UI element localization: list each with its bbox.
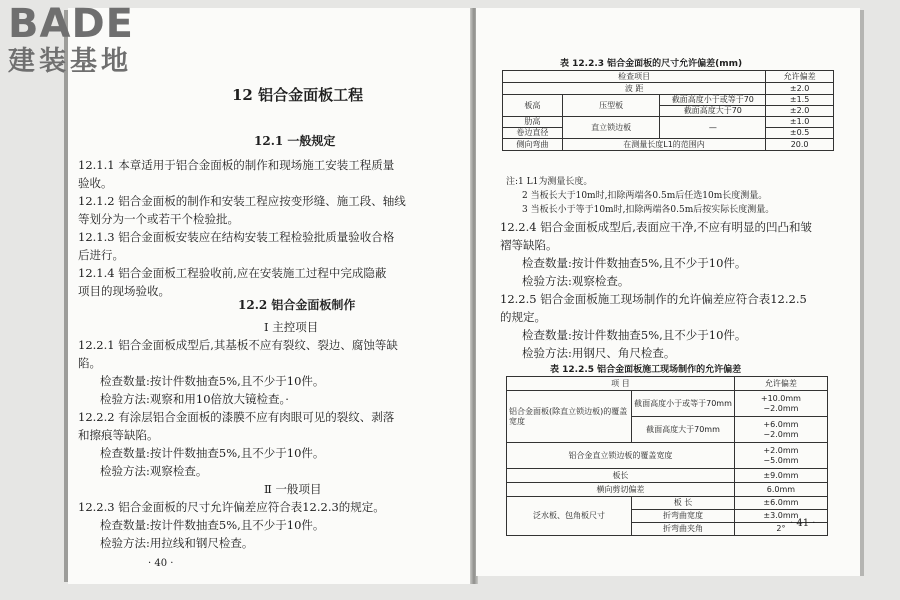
table-cell: 折弯曲夹角 <box>632 523 735 536</box>
clause-12-2-1: 12.2.1 铝合金面板成型后,其基板不应有裂纹、裂边、腐蚀等缺 <box>78 338 398 352</box>
inspection-quantity-2: 检查数量:按计件数抽查5%,且不少于10件。 <box>100 446 325 460</box>
inspection-method-5: 检验方法:用钢尺、角尺检查。 <box>522 346 676 360</box>
left-page <box>68 8 474 584</box>
table-cell: 铝合金面板(除直立锁边板)的覆盖宽度 <box>507 391 632 443</box>
table-cell: 铝合金直立锁边板的覆盖宽度 <box>507 443 735 469</box>
table-cell: 横向剪切偏差 <box>507 483 735 497</box>
table-cell: 2° <box>734 523 827 536</box>
table-12-2-3-caption: 表 12.2.3 铝合金面板的尺寸允许偏差(mm) <box>560 59 743 69</box>
table-cell: 截面高度小于或等于70mm <box>632 391 735 417</box>
table-cell: 6.0mm <box>734 483 827 497</box>
logo-brand-text: BADE <box>8 1 134 47</box>
subheading-main-items: Ⅰ 主控项目 <box>264 320 319 334</box>
tolerance-value: −5.0mm <box>763 455 799 465</box>
inspection-quantity-1: 检查数量:按计件数抽查5%,且不少于10件。 <box>100 374 325 388</box>
clause-12-2-5-cont: 的规定。 <box>500 310 546 324</box>
inspection-method-3: 检验方法:用拉线和钢尺检查。 <box>100 536 254 550</box>
clause-12-1-1-cont: 验收。 <box>78 176 113 190</box>
table-cell: 板 长 <box>632 497 735 510</box>
table-cell: 侧向弯曲 <box>503 139 563 151</box>
table-12-2-5 <box>506 376 828 536</box>
clause-12-2-4: 12.2.4 铝合金面板成型后,表面应干净,不应有明显的凹凸和皱 <box>500 220 813 234</box>
clause-12-1-3-cont: 后进行。 <box>78 248 124 262</box>
inspection-quantity-4: 检查数量:按计件数抽查5%,且不少于10件。 <box>522 256 747 270</box>
table-cell: 在测量长度L1的范围内 <box>562 139 765 151</box>
table-cell: 泛水板、包角板尺寸 <box>507 497 632 536</box>
table-cell: ±9.0mm <box>734 469 827 483</box>
table-cell: 截面高度小于或等于70 <box>660 95 766 106</box>
table-cell: ±1.0 <box>766 117 834 128</box>
table-cell: 板长 <box>507 469 735 483</box>
tolerance-value: +6.0mm <box>763 419 799 429</box>
clause-12-1-4-cont: 项目的现场验收。 <box>78 284 170 298</box>
table-cell: ±2.0 <box>766 106 834 117</box>
table-12-2-5-caption: 表 12.2.5 铝合金面板施工现场制作的允许偏差 <box>550 365 742 375</box>
table-cell <box>734 443 827 469</box>
table-cell: 卷边直径 <box>503 128 563 139</box>
table-cell <box>734 417 827 443</box>
clause-12-1-2-cont: 等划分为一个或若干个检验批。 <box>78 212 239 226</box>
inspection-method-2: 检验方法:观察检查。 <box>100 464 208 478</box>
clause-12-2-4-cont: 褶等缺陷。 <box>500 238 558 252</box>
page-number-right: · 41 · <box>790 518 816 529</box>
table-cell: 直立锁边板 <box>562 117 660 139</box>
subheading-general-items: Ⅱ 一般项目 <box>264 482 322 496</box>
table-cell: 波 距 <box>503 83 766 95</box>
table-note-3: 3 当板长小于等于10m时,扣除两端各0.5m后按实际长度测量。 <box>522 205 775 215</box>
clause-12-2-3: 12.2.3 铝合金面板的尺寸允许偏差应符合表12.2.3的规定。 <box>78 500 385 514</box>
table-note-1: 注:1 L1为测量长度。 <box>506 177 593 187</box>
tolerance-value: +10.0mm <box>760 393 801 403</box>
table-cell: 截面高度大于70mm <box>632 417 735 443</box>
clause-12-1-3: 12.1.3 铝合金面板安装应在结构安装工程检验批质量验收合格 <box>78 230 395 244</box>
tolerance-value: +2.0mm <box>763 445 799 455</box>
inspection-method-4: 检验方法:观察检查。 <box>522 274 630 288</box>
table-header-tolerance: 允许偏差 <box>734 377 827 391</box>
table-header-item: 项 目 <box>507 377 735 391</box>
logo-sub-text: 建装基地 <box>8 46 132 77</box>
inspection-quantity-3: 检查数量:按计件数抽查5%,且不少于10件。 <box>100 518 325 532</box>
table-cell: 压型板 <box>562 95 660 117</box>
table-cell <box>734 391 827 417</box>
clause-12-1-1: 12.1.1 本章适用于铝合金面板的制作和现场施工安装工程质量 <box>78 158 395 172</box>
table-cell: 肋高 <box>503 117 563 128</box>
table-cell: 截面高度大于70 <box>660 106 766 117</box>
clause-12-2-2: 12.2.2 有涂层铝合金面板的漆膜不应有肉眼可见的裂纹、剥落 <box>78 410 395 424</box>
table-cell: ±1.5 <box>766 95 834 106</box>
table-cell: 板高 <box>503 95 563 117</box>
tolerance-value: −2.0mm <box>763 429 799 439</box>
right-page <box>476 8 860 576</box>
table-cell: ±0.5 <box>766 128 834 139</box>
page-number-left: · 40 · <box>148 558 174 569</box>
table-cell: 折弯曲宽度 <box>632 510 735 523</box>
clause-12-2-5: 12.2.5 铝合金面板施工现场制作的允许偏差应符合表12.2.5 <box>500 292 807 306</box>
table-cell: ±3.0mm <box>734 510 827 523</box>
table-header-item: 检查项目 <box>503 71 766 83</box>
table-header-tolerance: 允许偏差 <box>766 71 834 83</box>
table-cell: 20.0 <box>766 139 834 151</box>
tolerance-value: −2.0mm <box>763 403 799 413</box>
table-12-2-3 <box>502 70 834 151</box>
clause-12-1-4: 12.1.4 铝合金面板工程验收前,应在安装施工过程中完成隐蔽 <box>78 266 387 280</box>
table-note-2: 2 当板长大于10m时,扣除两端各0.5m后任选10m长度测量。 <box>522 191 768 201</box>
clause-12-2-1-cont: 陷。 <box>78 356 101 370</box>
table-cell: — <box>660 117 766 139</box>
clause-12-2-2-cont: 和擦痕等缺陷。 <box>78 428 159 442</box>
inspection-quantity-5: 检查数量:按计件数抽查5%,且不少于10件。 <box>522 328 747 342</box>
table-cell: ±6.0mm <box>734 497 827 510</box>
clause-12-1-2: 12.1.2 铝合金面板的制作和安装工程应按变形缝、施工段、轴线 <box>78 194 406 208</box>
table-cell: ±2.0 <box>766 83 834 95</box>
book-edge-right <box>860 10 864 576</box>
inspection-method-1: 检验方法:观察和用10倍放大镜检查。· <box>100 392 289 406</box>
chapter-title: 12 铝合金面板工程 <box>232 86 364 104</box>
section-heading-12-2: 12.2 铝合金面板制作 <box>238 298 356 312</box>
bade-logo <box>0 0 180 82</box>
section-heading-12-1: 12.1 一般规定 <box>254 134 336 148</box>
